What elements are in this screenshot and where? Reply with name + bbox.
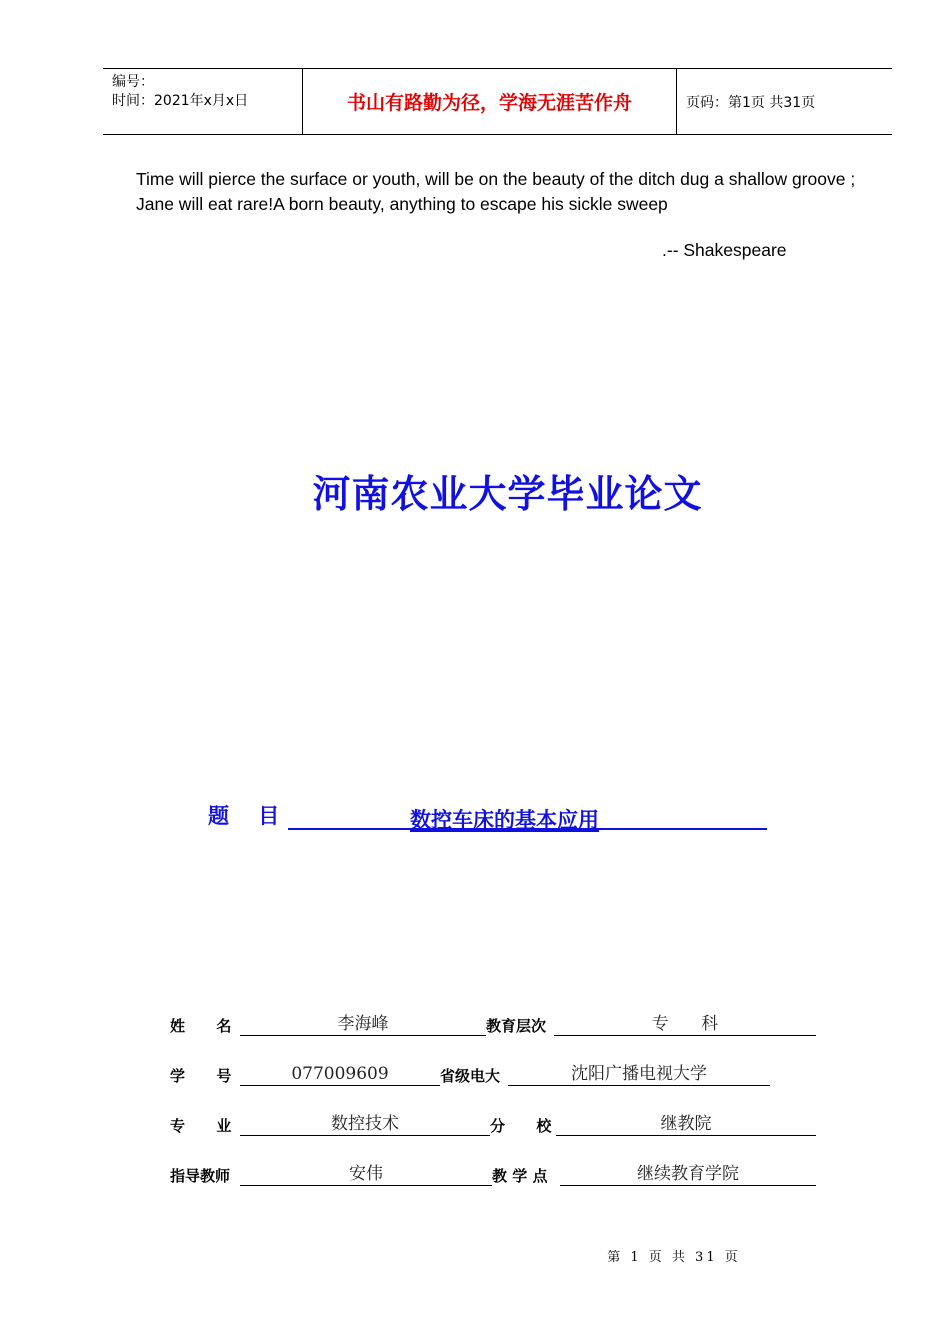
topic-value: 数控车床的基本应用 [410,804,599,830]
topic-underline-left [288,804,410,830]
header-meta-cell [103,69,303,134]
topic-label: 题 目 [208,803,280,828]
level-label: 教育层次 [486,1017,547,1035]
info-row-major [170,1112,816,1136]
page-footer: 第 1 页 共 31 页 [607,1250,741,1265]
name-value: 李海峰 [240,1013,486,1036]
motto-text: 书山有路勤为径，学海无涯苦作舟 [346,92,632,114]
info-row-student-id [170,1062,770,1086]
time-label: 时间：2021年x月x日 [112,93,249,109]
branch-label: 分 校 [490,1117,552,1135]
student-id-value: 077009609 [240,1063,440,1086]
site-value: 继续教育学院 [560,1163,816,1186]
major-label: 专 业 [170,1117,232,1135]
header-page-cell [677,69,892,134]
advisor-label: 指导教师 [170,1167,231,1185]
province-value: 沈阳广播电视大学 [508,1063,770,1086]
header-motto-cell [303,69,677,134]
major-value: 数控技术 [240,1113,490,1136]
topic-line [208,800,767,830]
site-label: 教 学 点 [492,1167,548,1185]
info-row-advisor [170,1162,816,1186]
number-label: 编号： [112,74,154,90]
province-label: 省级电大 [440,1067,501,1085]
name-label: 姓 名 [170,1017,232,1035]
student-id-label: 学 号 [170,1067,232,1085]
advisor-value: 安伟 [240,1163,492,1186]
quote-text: Time will pierce the surface or youth, will be on the beauty of the ditch dug a shallow groove ; Jane will eat rare!A born beauty, anything to escape his sickle sweep [136,169,856,214]
info-row-name [170,1012,816,1036]
topic-underline-right [599,804,767,830]
document-header [103,68,892,135]
thesis-title: 河南农业大学毕业论文 [312,471,703,516]
level-value: 专 科 [554,1013,816,1036]
header-page-info: 页码：第1页 共31页 [686,94,816,111]
branch-value: 继教院 [556,1113,816,1136]
quote-author: .-- Shakespeare [662,240,787,260]
